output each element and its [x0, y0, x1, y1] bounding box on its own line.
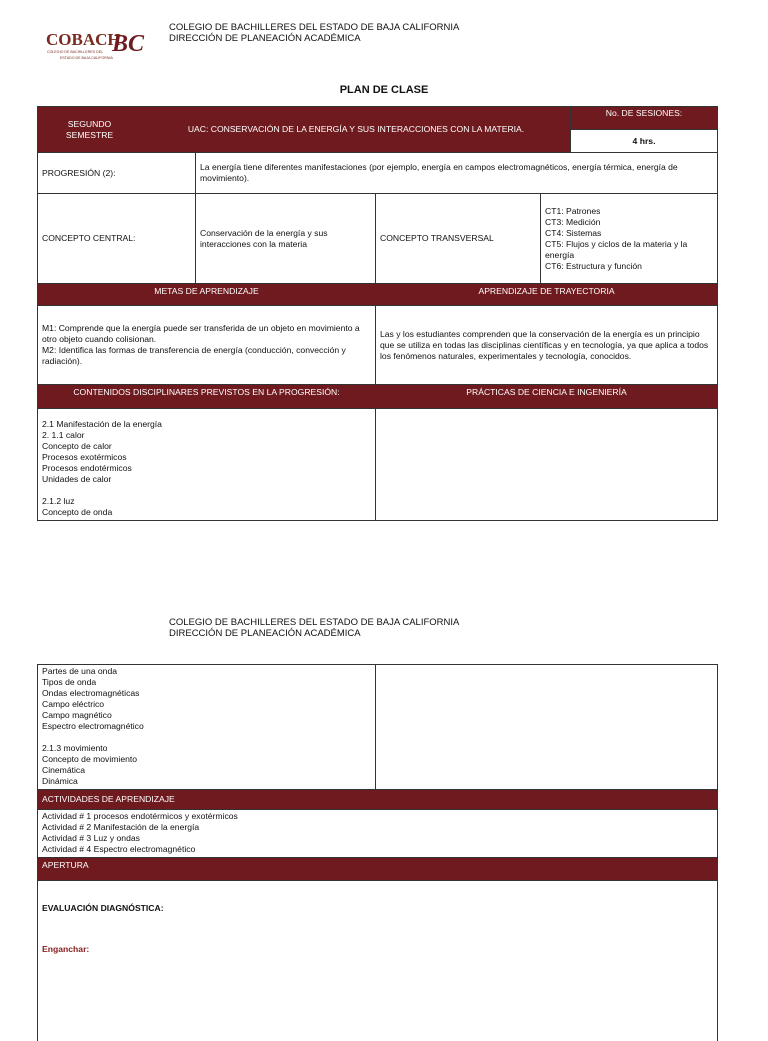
trayectoria-header: APRENDIZAJE DE TRAYECTORIA: [376, 284, 718, 306]
progresion-text: La energía tiene diferentes manifestaciones (por ejemplo, energía en campos electromagnéticos, energía térmica, energía de movimiento).: [196, 153, 718, 194]
progresion-label: PROGRESIÓN (2):: [38, 153, 196, 194]
plan-header-table: [37, 106, 718, 153]
institution-name-page2: COLEGIO DE BACHILLERES DEL ESTADO DE BAJA CALIFORNIA: [169, 617, 460, 628]
page-title: PLAN DE CLASE: [339, 84, 429, 96]
enganchar-label: Enganchar:: [42, 944, 90, 954]
concepto-central-label: CONCEPTO CENTRAL:: [38, 194, 196, 284]
department-name-page2: DIRECCIÓN DE PLANEACIÓN ACADÉMICA: [169, 628, 361, 639]
metas-text: M1: Comprende que la energía puede ser transferida de un objeto en movimiento a otro objeto cuando colisionan. M2: Identifica las formas de transferencia de energía (conducción, convección y radiación).: [38, 306, 376, 385]
contenidos-header: CONTENIDOS DISCIPLINARES PREVISTOS EN LA PROGRESIÓN:: [38, 385, 376, 409]
metas-header: METAS DE APRENDIZAJE: [38, 284, 376, 306]
plan-continuation-table: [37, 664, 718, 1041]
cobach-logo: [46, 22, 156, 64]
department-name: DIRECCIÓN DE PLANEACIÓN ACADÉMICA: [169, 33, 361, 44]
plan-body-table: [37, 152, 718, 521]
contenidos-text-continued: Partes de una onda Tipos de onda Ondas electromagnéticas Campo eléctrico Campo magnético Espectro electromagnético 2.1.3 movimiento Concepto de movimiento Cinemática Dinámica: [38, 665, 376, 790]
evaluacion-label: EVALUACIÓN DIAGNÓSTICA:: [42, 903, 164, 913]
svg-text:ESTADO DE BAJA CALIFORNIA: ESTADO DE BAJA CALIFORNIA: [60, 56, 113, 60]
apertura-header: APERTURA: [38, 858, 718, 881]
apertura-body: [38, 881, 718, 1041]
trayectoria-text: Las y los estudiantes comprenden que la conservación de la energía es un principio que se utiliza en todas las disciplinas científicas y en tecnología, ya que aplica a todos los fenómenos naturales, experimentales y tecnología, conocidos.: [376, 306, 718, 385]
practicas-cell: [376, 409, 718, 521]
concepto-central-text: Conservación de la energía y sus interacciones con la materia: [196, 194, 376, 284]
practicas-header: PRÁCTICAS DE CIENCIA E INGENIERÍA: [376, 385, 718, 409]
institution-name: COLEGIO DE BACHILLERES DEL ESTADO DE BAJA CALIFORNIA: [169, 22, 460, 33]
svg-text:COBACH: COBACH: [46, 30, 121, 49]
actividades-text: Actividad # 1 procesos endotérmicos y exotérmicos Actividad # 2 Manifestación de la energía Actividad # 3 Luz y ondas Actividad # 4 Espectro electromagnético: [38, 810, 718, 858]
contenidos-text: 2.1 Manifestación de la energía 2. 1.1 calor Concepto de calor Procesos exotérmicos Procesos endotérmicos Unidades de calor 2.1.2 luz Concepto de onda: [38, 409, 376, 521]
sessions-value: 4 hrs.: [571, 130, 718, 153]
actividades-header: ACTIVIDADES DE APRENDIZAJE: [38, 790, 718, 810]
semester-cell: SEGUNDO SEMESTRE: [38, 107, 142, 153]
concepto-transversal-label: CONCEPTO TRANSVERSAL: [376, 194, 541, 284]
sessions-label: No. DE SESIONES:: [571, 107, 718, 130]
practicas-cell-continued: [376, 665, 718, 790]
svg-text:COLEGIO DE BACHILLERES DEL: COLEGIO DE BACHILLERES DEL: [47, 50, 104, 54]
concepto-transversal-text: CT1: Patrones CT3: Medición CT4: Sistemas CT5: Flujos y ciclos de la materia y la energía CT6: Estructura y función: [541, 194, 718, 284]
svg-text:BC: BC: [112, 31, 145, 57]
uac-cell: UAC: CONSERVACIÓN DE LA ENERGÍA Y SUS INTERACCIONES CON LA MATERIA.: [142, 107, 571, 153]
